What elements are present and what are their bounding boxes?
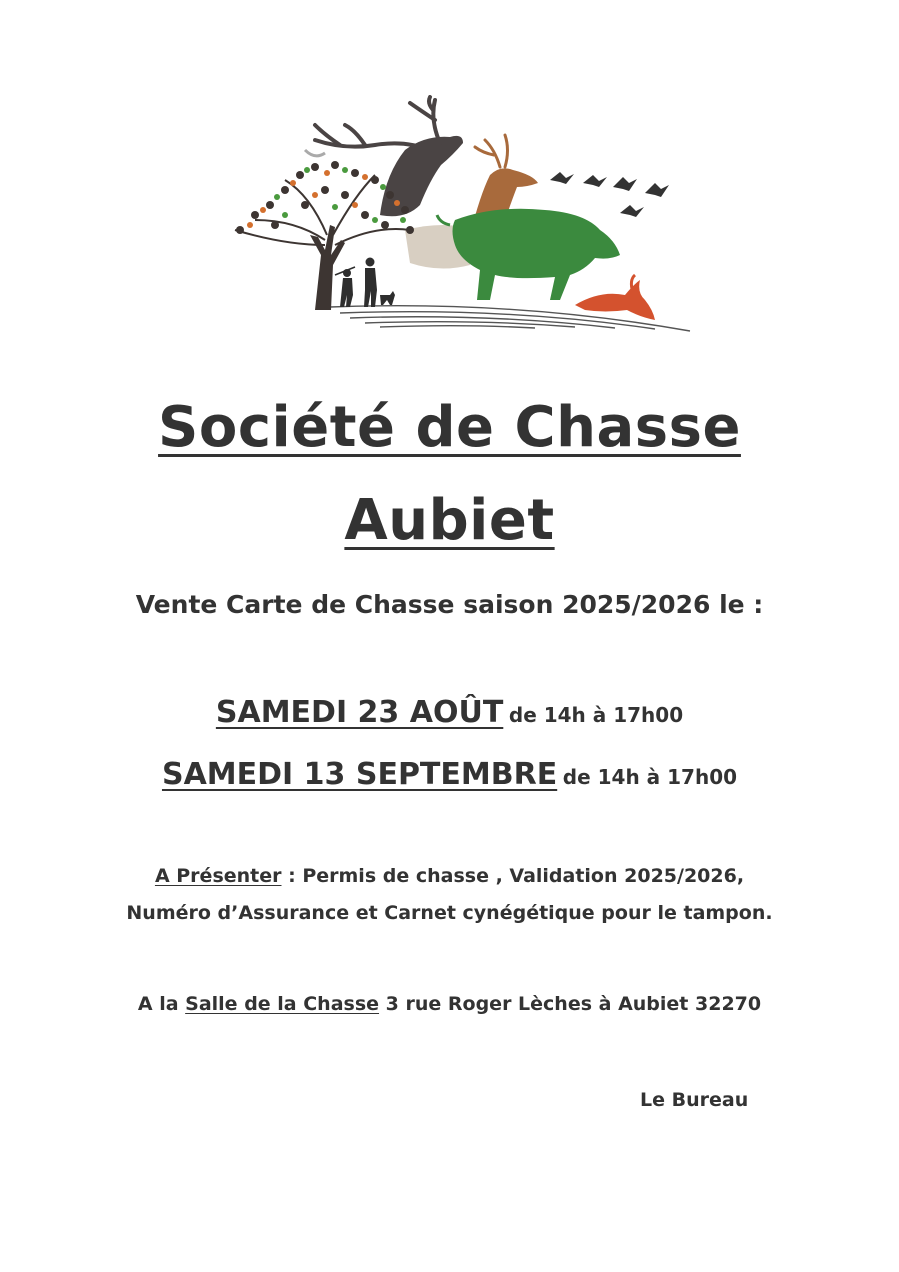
date-label: SAMEDI 23 AOÛT (215, 695, 504, 730)
location-prefix: A la (137, 993, 186, 1015)
documents-line-1 (0, 865, 899, 887)
hunters-icon (335, 258, 395, 308)
hours-label: de 14h à 17h00 (508, 703, 684, 727)
stag-icon (305, 97, 463, 216)
location-address: 3 rue Roger Lèches à Aubiet 32270 (379, 993, 762, 1015)
hare-icon (575, 275, 655, 320)
location-line (0, 993, 899, 1015)
hours-label: de 14h à 17h00 (562, 765, 738, 789)
present-label: A Présenter (154, 865, 282, 887)
boar-icon (437, 209, 620, 300)
date-line (0, 695, 899, 730)
page-title (0, 395, 899, 460)
documents-list: : Permis de chasse , Validation 2025/2026, (281, 865, 745, 887)
title-line-2: Aubiet (344, 488, 555, 553)
date-label: SAMEDI 13 SEPTEMBRE (161, 757, 558, 792)
date-line (0, 757, 899, 792)
hunting-society-logo (215, 95, 695, 340)
signature: Le Bureau (640, 1089, 749, 1111)
birds-icon (550, 172, 669, 217)
documents-line-2: Numéro d’Assurance et Carnet cynégétique pour le tampon. (126, 902, 773, 924)
title-line-1: Société de Chasse (158, 395, 741, 460)
page-title-town (0, 488, 899, 553)
subtitle: Vente Carte de Chasse saison 2025/2026 le : (135, 590, 764, 619)
location-place: Salle de la Chasse (185, 993, 380, 1015)
